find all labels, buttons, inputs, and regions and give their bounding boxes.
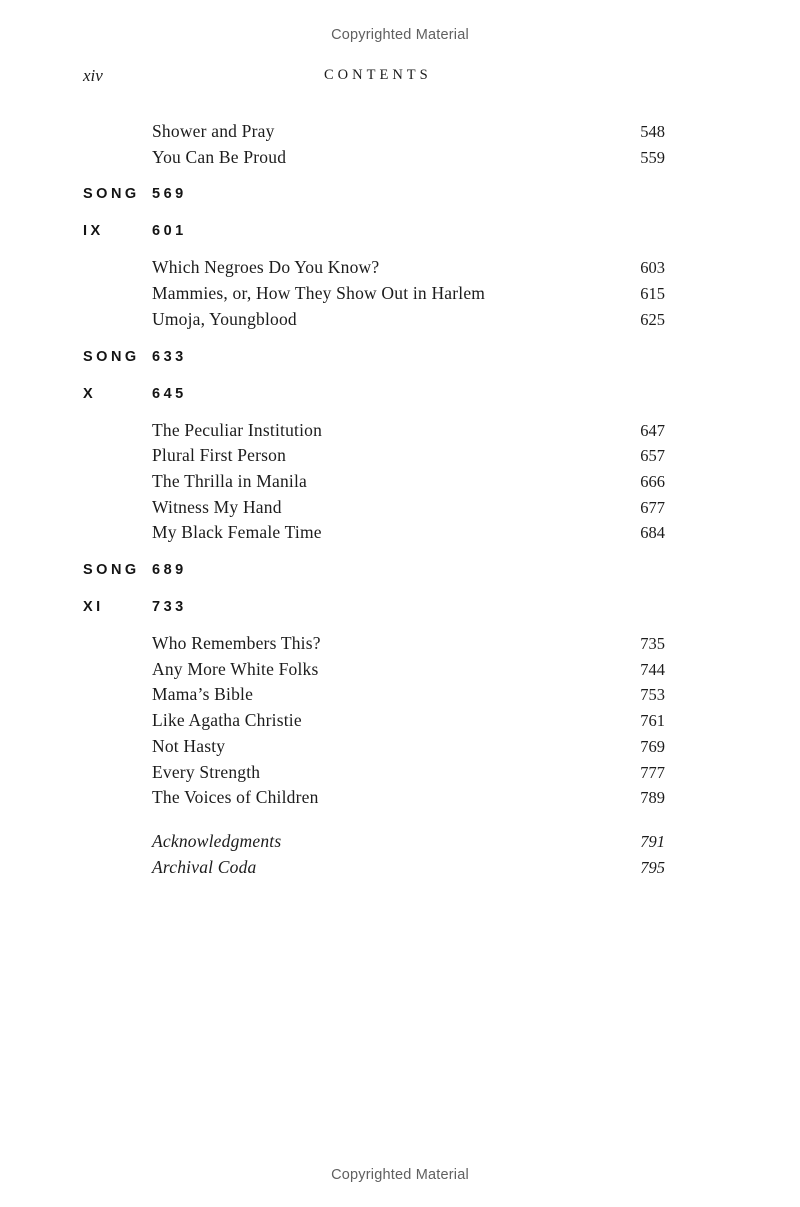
section-page-number: 733 [152, 599, 187, 616]
toc-section-heading [83, 344, 665, 370]
toc-entry-group [83, 631, 665, 811]
chapter-page-number: 647 [640, 420, 665, 440]
section-label: IX [83, 223, 104, 240]
copyright-notice-bottom: Copyrighted Material [331, 1167, 469, 1183]
toc-section-heading [83, 218, 665, 244]
toc-entry [83, 682, 665, 708]
chapter-title: Mammies, or, How They Show Out in Harlem [152, 283, 486, 304]
chapter-page-number: 791 [640, 831, 665, 851]
section-label: SONG [83, 562, 140, 579]
toc-entry-group [83, 119, 665, 170]
chapter-title: Archival Coda [152, 856, 257, 877]
chapter-title: The Peculiar Institution [152, 419, 323, 440]
toc-list [83, 119, 665, 880]
toc-entry [83, 829, 665, 855]
toc-entry [83, 495, 665, 521]
toc-entry [83, 785, 665, 811]
section-label: SONG [83, 186, 140, 203]
toc-entry [83, 145, 665, 171]
chapter-title: Like Agatha Christie [152, 710, 302, 731]
chapter-page-number: 625 [640, 309, 665, 329]
chapter-title: Every Strength [152, 761, 261, 782]
toc-section-heading [83, 381, 665, 407]
toc-entry-group [83, 255, 665, 332]
chapter-title: Mama’s Bible [152, 684, 254, 705]
toc-entry-group [83, 418, 665, 547]
chapter-page-number: 559 [640, 147, 665, 167]
chapter-title: Not Hasty [152, 735, 226, 756]
chapter-page-number: 753 [640, 685, 665, 705]
chapter-page-number: 603 [640, 258, 665, 278]
toc-entry [83, 760, 665, 786]
folio-page-number: xiv [83, 66, 103, 85]
section-page-number: 633 [152, 348, 187, 365]
chapter-page-number: 548 [640, 122, 665, 141]
chapter-title: You Can Be Proud [152, 146, 287, 167]
toc-entry [83, 657, 665, 683]
toc-section-heading [83, 557, 665, 583]
section-page-number: 689 [152, 562, 187, 579]
toc-entry [83, 631, 665, 657]
chapter-page-number: 744 [640, 659, 665, 679]
page-header [0, 66, 800, 88]
chapter-title: Plural First Person [152, 445, 287, 466]
chapter-page-number: 769 [640, 736, 665, 756]
chapter-page-number: 615 [640, 284, 665, 304]
chapter-page-number: 789 [640, 788, 665, 808]
chapter-title: Shower and Pray [152, 121, 275, 141]
chapter-title: Who Remembers This? [152, 633, 321, 654]
chapter-title: The Thrilla in Manila [152, 470, 308, 491]
chapter-title: The Voices of Children [152, 787, 319, 808]
toc-section-heading [83, 181, 665, 207]
toc-entry [83, 119, 665, 145]
toc-section-heading [83, 594, 665, 620]
chapter-page-number: 795 [640, 857, 665, 877]
chapter-title: Any More White Folks [152, 658, 319, 679]
toc-entry [83, 734, 665, 760]
toc-entry [83, 418, 665, 444]
copyright-notice-top: Copyrighted Material [331, 27, 469, 43]
chapter-page-number: 761 [640, 711, 665, 731]
chapter-page-number: 684 [640, 523, 665, 543]
toc-entry-group [83, 829, 665, 880]
toc-entry [83, 520, 665, 546]
running-head-contents: CONTENTS [324, 67, 432, 83]
section-page-number: 601 [152, 223, 187, 240]
toc-entry [83, 708, 665, 734]
section-label: X [83, 385, 97, 402]
chapter-title: Witness My Hand [152, 496, 282, 517]
toc-entry [83, 855, 665, 881]
chapter-page-number: 657 [640, 446, 665, 466]
chapter-page-number: 777 [640, 762, 665, 782]
toc-entry [83, 443, 665, 469]
chapter-title: My Black Female Time [152, 522, 322, 543]
section-page-number: 645 [152, 385, 187, 402]
chapter-page-number: 666 [640, 471, 665, 491]
chapter-page-number: 677 [640, 497, 665, 517]
section-page-number: 569 [152, 186, 187, 203]
toc-entry [83, 255, 665, 281]
chapter-page-number: 735 [640, 634, 665, 654]
toc-entry [83, 281, 665, 307]
chapter-title: Which Negroes Do You Know? [152, 257, 380, 278]
chapter-title: Acknowledgments [152, 830, 282, 851]
toc-entry [83, 469, 665, 495]
chapter-title: Umoja, Youngblood [152, 308, 297, 329]
section-label: SONG [83, 348, 140, 365]
section-label: XI [83, 599, 104, 616]
toc-entry [83, 307, 665, 333]
